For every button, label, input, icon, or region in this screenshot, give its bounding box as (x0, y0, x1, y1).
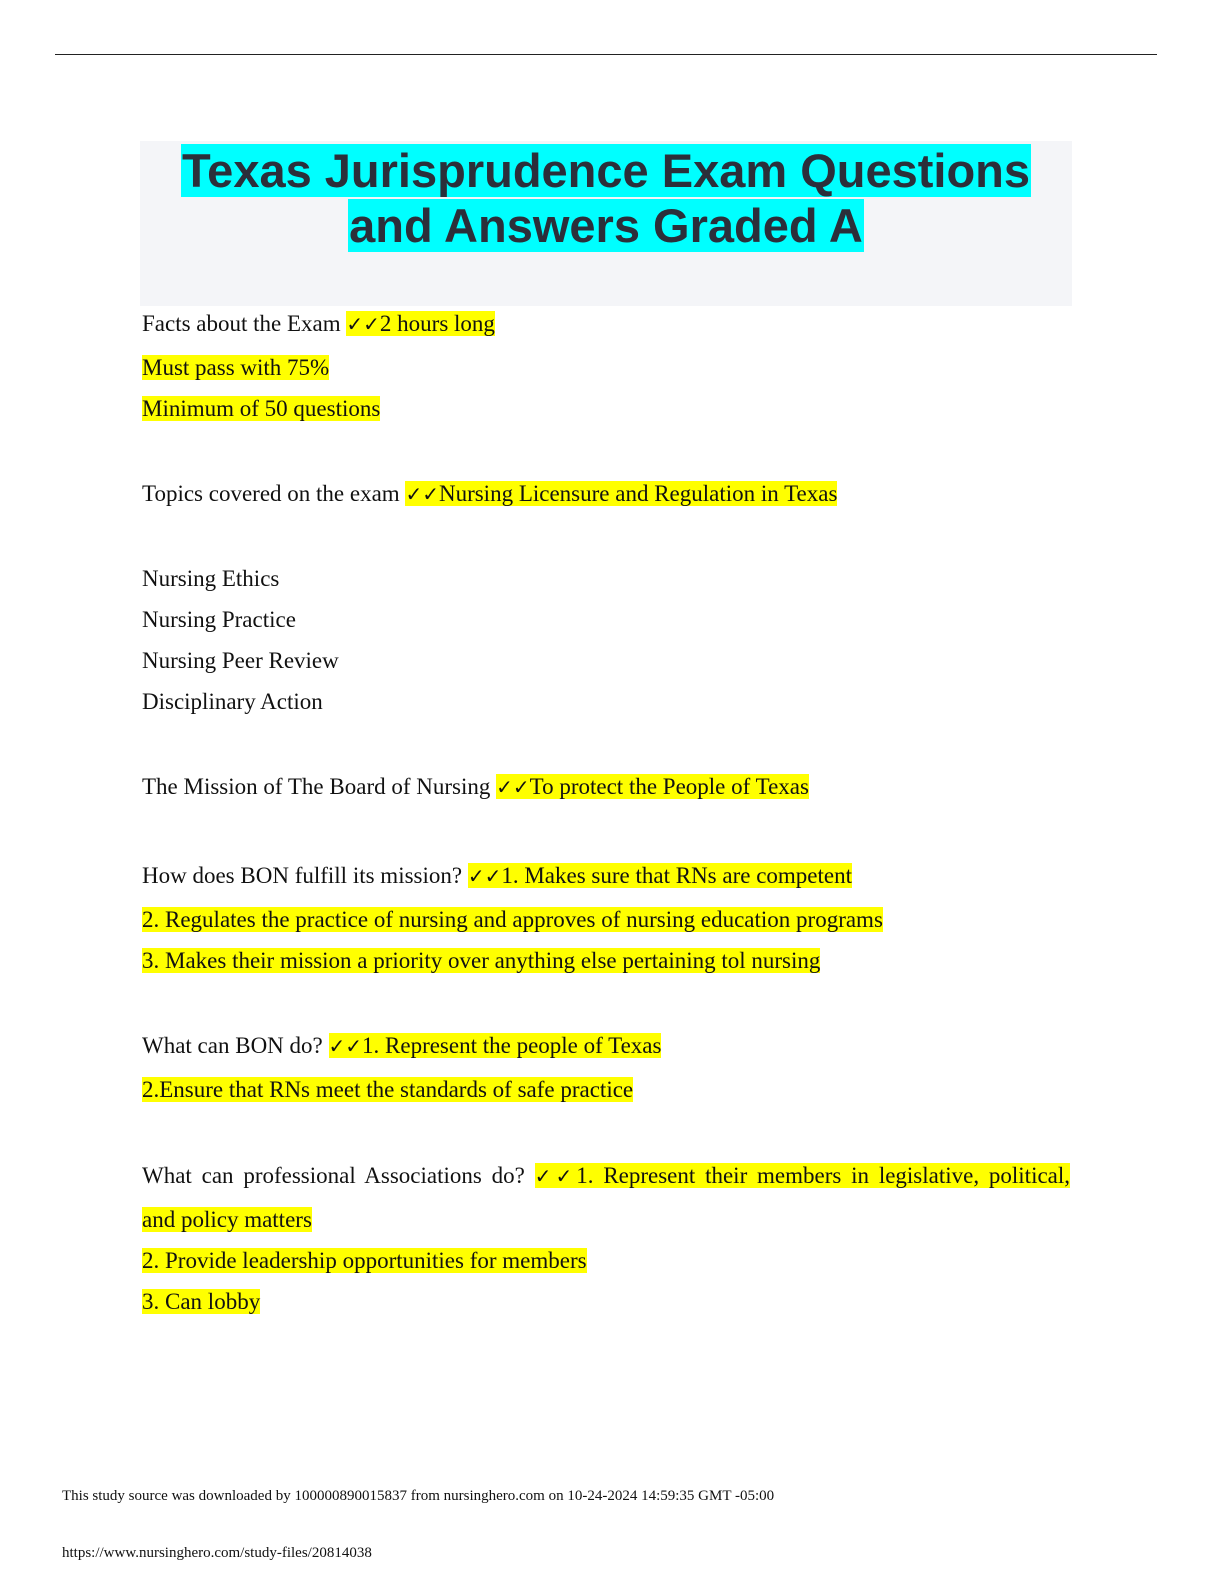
answer-text: 1. Makes sure that RNs are competent (501, 863, 853, 888)
answer-line (142, 1247, 587, 1275)
answer-text: 2.Ensure that RNs meet the standards of safe practice (142, 1077, 634, 1102)
answer-line (142, 906, 883, 934)
check-icon: ✓✓ (328, 1034, 363, 1058)
answer-text: Must pass with 75% (142, 355, 330, 380)
answer-highlight (535, 1163, 1070, 1188)
answer-line (142, 947, 820, 975)
question-text: How does BON fulfill its mission? (142, 863, 463, 888)
answer-highlight (468, 863, 852, 888)
qa-line (142, 773, 809, 801)
answer-text: 2 hours long (379, 311, 495, 336)
check-icon: ✓✓ (346, 312, 380, 336)
check-icon: ✓✓ (496, 775, 530, 799)
answer-line (142, 395, 380, 423)
title-line-1: Texas Jurisprudence Exam Questions (181, 144, 1031, 197)
plain-line: Nursing Ethics (142, 566, 280, 591)
qa-line (142, 480, 837, 508)
check-icon: ✓✓ (405, 482, 439, 506)
answer-line (142, 1206, 312, 1234)
plain-line: Nursing Practice (142, 607, 296, 632)
qa-line (142, 1032, 661, 1060)
answer-text: 1. Represent the people of Texas (362, 1033, 662, 1058)
page-title (140, 143, 1072, 253)
answer-text: Minimum of 50 questions (142, 396, 381, 421)
answer-line (142, 1288, 260, 1316)
answer-line (142, 1076, 633, 1104)
plain-line: Nursing Peer Review (142, 648, 339, 673)
download-note: This study source was downloaded by 100000890015837 from nursinghero.com on 10-24-2024 14:59:35 GMT -05:00 (62, 1488, 775, 1504)
title-line-2: and Answers Graded A (349, 199, 863, 252)
qa-line (142, 862, 852, 890)
answer-highlight (329, 1033, 662, 1058)
top-rule (55, 54, 1157, 55)
question-text: What can professional Associations do? (142, 1163, 525, 1188)
question-text: What can BON do? (142, 1033, 323, 1058)
answer-highlight (405, 481, 837, 506)
answer-text: 3. Can lobby (142, 1289, 261, 1314)
plain-line: Disciplinary Action (142, 689, 323, 714)
answer-highlight (496, 774, 809, 799)
source-url-link[interactable]: https://www.nursinghero.com/study-files/20814038 (62, 1545, 372, 1561)
answer-text: 2. Provide leadership opportunities for members (142, 1248, 587, 1273)
check-icon: ✓✓ (467, 864, 502, 888)
question-text: Facts about the Exam (142, 311, 341, 336)
qa-line (142, 1162, 1070, 1190)
answer-text: 1. Represent their members in legislative, political, (576, 1163, 1071, 1188)
answer-text: 3. Makes their mission a priority over anything else pertaining tol nursing (142, 948, 821, 973)
answer-text: Nursing Licensure and Regulation in Texas (438, 481, 838, 506)
answer-text: 2. Regulates the practice of nursing and approves of nursing education programs (142, 907, 883, 932)
qa-line (142, 310, 495, 338)
answer-line (142, 354, 329, 382)
question-text: The Mission of The Board of Nursing (142, 774, 491, 799)
answer-text: To protect the People of Texas (529, 774, 809, 799)
answer-highlight (346, 311, 495, 336)
question-text: Topics covered on the exam (142, 481, 400, 506)
answer-text: and policy matters (142, 1207, 312, 1232)
check-icon: ✓✓ (534, 1164, 577, 1188)
